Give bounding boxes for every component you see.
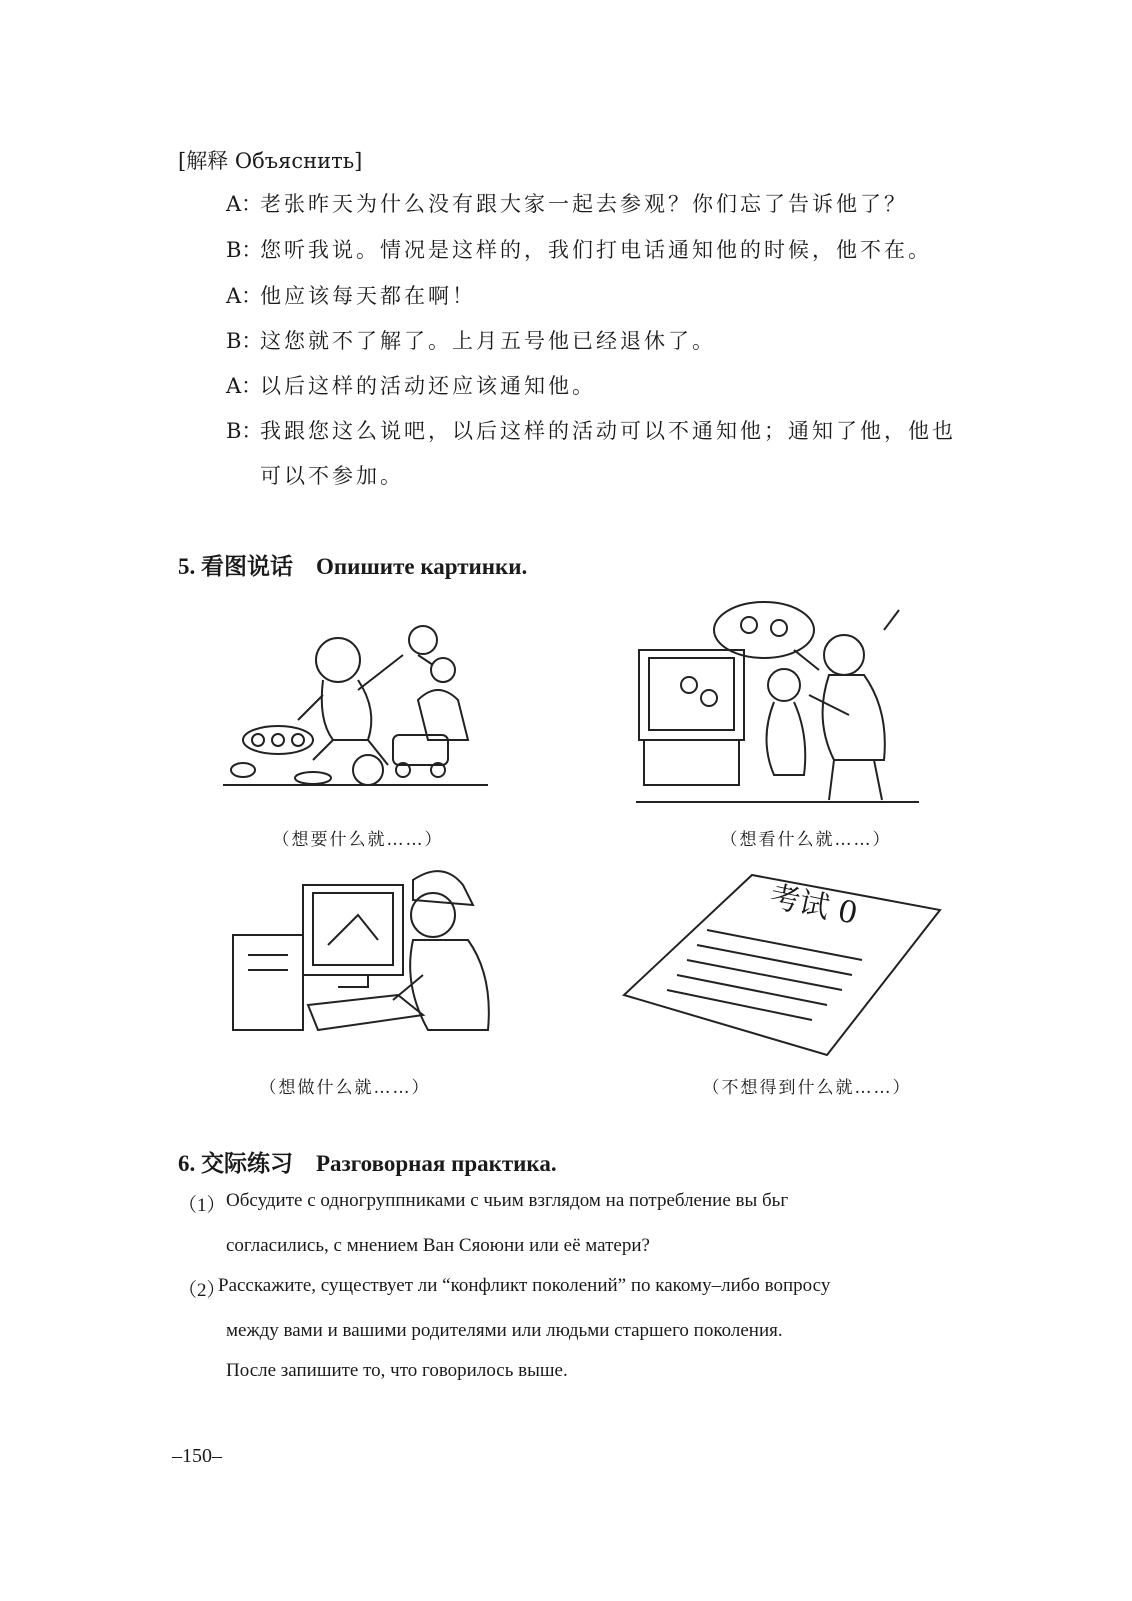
dialogue-line-continuation bbox=[260, 460, 404, 490]
dialogue-line bbox=[226, 188, 908, 218]
practice-item-text: Расскажите, существует ли “конфликт поколений” по какому–либо вопросу bbox=[218, 1275, 831, 1296]
dialogue-text: 这您就不了解了。上月五号他已经退休了。 bbox=[260, 329, 716, 353]
illustration-tv-family bbox=[634, 590, 924, 805]
dialogue-text: 您听我说。情况是这样的，我们打电话通知他的时候，他不在。 bbox=[260, 238, 932, 262]
practice-item-text: Обсудите с одногруппниками с чьим взглядом на потребление вы бьг bbox=[226, 1190, 789, 1211]
dialogue-line bbox=[226, 280, 476, 310]
illustration-baby-toys bbox=[218, 600, 498, 800]
practice-item-text-cont: согласились, с мнением Ван Сяоюни или её матери? bbox=[226, 1235, 650, 1256]
speaker: B： bbox=[226, 329, 263, 353]
dialogue-text: 我跟您这么说吧，以后这样的活动可以不通知他；通知了他，他也 bbox=[260, 419, 956, 443]
section-6-heading: 6. 交际练习 Разговорная практика. bbox=[178, 1151, 557, 1176]
practice-item-number: （1） bbox=[178, 1195, 226, 1216]
speaker: A： bbox=[226, 192, 263, 216]
dialogue-text: 以后这样的活动还应该通知他。 bbox=[260, 374, 596, 398]
section-5-heading: 5. 看图说话 Опишите картинки. bbox=[178, 554, 528, 579]
illustration-computer-boy bbox=[228, 865, 498, 1040]
dialogue-line bbox=[226, 415, 956, 445]
dialogue-line bbox=[226, 325, 716, 355]
page-number: –150– bbox=[172, 1445, 222, 1467]
explain-heading: [解释 Объяснить] bbox=[178, 149, 363, 173]
caption-2: （想看什么就……） bbox=[720, 830, 892, 850]
speaker: B： bbox=[226, 419, 263, 443]
dialogue-text: 他应该每天都在啊！ bbox=[260, 284, 476, 308]
dialogue-line bbox=[226, 370, 596, 400]
caption-3: （想做什么就……） bbox=[259, 1078, 431, 1098]
dialogue-line bbox=[226, 234, 932, 264]
caption-1: （想要什么就……） bbox=[272, 830, 444, 850]
dialogue-text: 可以不参加。 bbox=[260, 464, 404, 488]
speaker: B： bbox=[226, 238, 263, 262]
speaker: A： bbox=[226, 284, 263, 308]
practice-item-text-cont: между вами и вашими родителями или людьми старшего поколения. bbox=[226, 1320, 783, 1341]
dialogue-text: 老张昨天为什么没有跟大家一起去参观？你们忘了告诉他了？ bbox=[260, 192, 908, 216]
speaker: A： bbox=[226, 374, 263, 398]
practice-item-number: （2） bbox=[178, 1280, 226, 1301]
exam-paper-text: 考试 0 bbox=[766, 879, 861, 932]
practice-footer-note: После запишите то, что говорилось выше. bbox=[226, 1360, 568, 1381]
caption-4: （不想得到什么就……） bbox=[702, 1078, 912, 1098]
